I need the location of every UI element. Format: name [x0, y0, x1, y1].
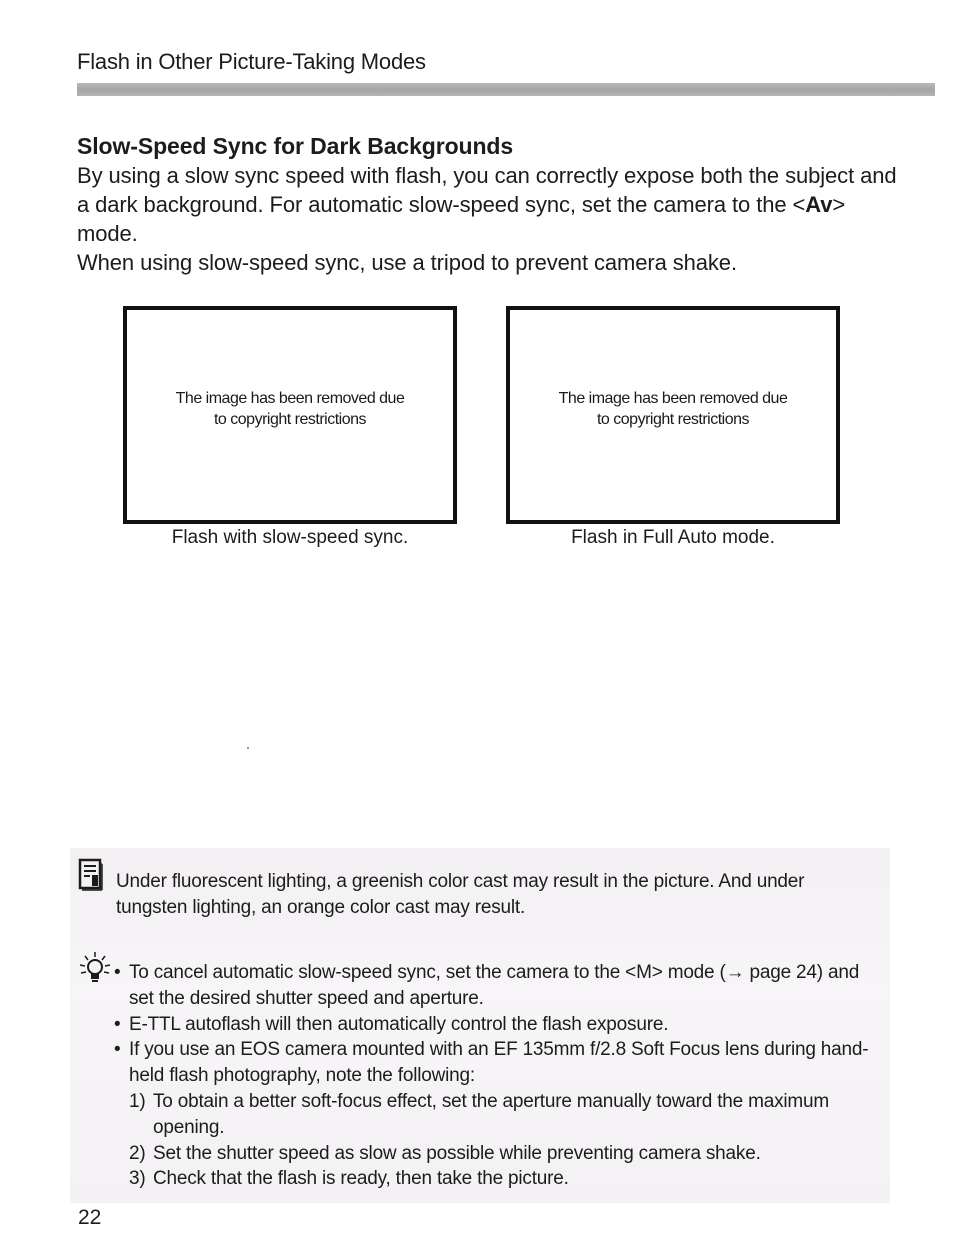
- section-heading: Slow-Speed Sync for Dark Backgrounds: [77, 133, 514, 159]
- figure-slow-sync-placeholder: [123, 306, 457, 524]
- figure-caption: Flash with slow-speed sync.: [171, 527, 409, 548]
- image-removed-notice: The image has been removed due to copyright restrictions: [558, 390, 788, 428]
- image-removed-notice: The image has been removed due to copyright restrictions: [175, 390, 405, 428]
- info-book-icon: [78, 858, 104, 892]
- intro-text: [77, 161, 897, 277]
- tip-item: • To cancel automatic slow-speed sync, set the camera to the <M> mode (→ page 24) and set the desired shutter speed and aperture.: [114, 962, 860, 1009]
- av-mode-label: Av: [805, 192, 833, 217]
- intro-paragraph-1: By using a slow sync speed with flash, you can correctly expose both the subject and a dark background. For automatic slow-speed sync, set the camera to the <Av> mode.: [77, 163, 897, 246]
- bullet: •: [114, 1039, 121, 1061]
- bullet: •: [114, 1013, 121, 1035]
- sub-item: 3) Check that the flash is ready, then take the picture.: [129, 1168, 569, 1190]
- page-header-title: Flash in Other Picture-Taking Modes: [77, 49, 426, 74]
- tip-item: • If you use an EOS camera mounted with an EF 135mm f/2.8 Soft Focus lens during hand-held flash photography, note the following:: [114, 1039, 869, 1087]
- sub-item: 2) Set the shutter speed as slow as possible while preventing camera shake.: [129, 1142, 761, 1164]
- tip-item: • E-TTL autoflash will then automatically control the flash exposure.: [114, 1012, 874, 1038]
- tips-list: [114, 960, 874, 1192]
- m-mode-label: M: [636, 962, 652, 983]
- sub-item: 1) To obtain a better soft-focus effect, set the aperture manually toward the maximum opening.: [129, 1090, 830, 1138]
- page-number: 22: [78, 1206, 102, 1229]
- scan-speck: [247, 747, 249, 749]
- figure-caption: Flash in Full Auto mode.: [571, 527, 775, 548]
- figure-full-auto-placeholder: [506, 306, 840, 524]
- intro-paragraph-2: When using slow-speed sync, use a tripod to prevent camera shake.: [77, 250, 737, 275]
- note-text: Under fluorescent lighting, a greenish color cast may result in the picture. And under tungsten lighting, an orange color cast may result.: [116, 871, 805, 918]
- light-bulb-icon: [78, 951, 114, 983]
- header-rule-bar: [77, 83, 935, 96]
- bullet: •: [114, 962, 121, 983]
